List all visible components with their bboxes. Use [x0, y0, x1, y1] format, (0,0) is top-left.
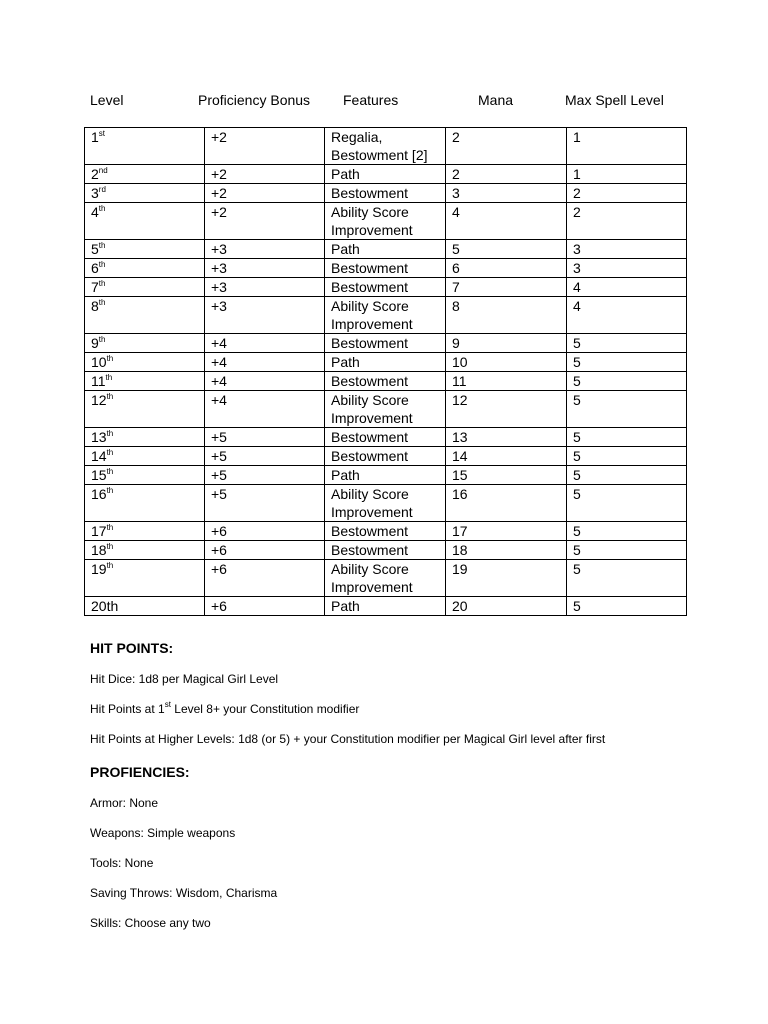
level-number: 20th [91, 598, 119, 614]
mana-cell [446, 297, 567, 334]
mana-value: 13 [452, 429, 468, 445]
proficiency-bonus-value: +6 [211, 561, 227, 577]
level-number: 15 [91, 467, 107, 483]
feature-line: Bestowment [331, 523, 409, 539]
tools-line: Tools: None [90, 856, 154, 870]
feature-line: Path [331, 166, 360, 182]
feature-line: Bestowment [331, 373, 409, 389]
max-spell-level-cell [567, 560, 687, 597]
proficiency-bonus-value: +4 [211, 354, 227, 370]
features-cell [325, 560, 446, 597]
mana-value: 7 [452, 279, 460, 295]
mana-cell [446, 128, 567, 165]
proficiency-bonus-cell [205, 447, 325, 466]
max-spell-level-value: 2 [573, 185, 581, 201]
level-ordinal-suffix: rd [98, 185, 106, 194]
proficiency-bonus-cell [205, 428, 325, 447]
level-cell [85, 297, 205, 334]
hit-points-first-level-suffix: Level 8+ your Constitution modifier [170, 702, 360, 716]
level-number: 17 [91, 523, 107, 539]
max-spell-level-value: 1 [573, 166, 581, 182]
mana-value: 18 [452, 542, 468, 558]
features-cell [325, 597, 446, 616]
features-cell [325, 372, 446, 391]
table-row [85, 240, 687, 259]
table-row [85, 128, 687, 165]
mana-cell [446, 447, 567, 466]
table-row [85, 522, 687, 541]
mana-value: 12 [452, 392, 468, 408]
level-ordinal-suffix: th [106, 392, 114, 401]
max-spell-level-value: 2 [573, 204, 581, 220]
proficiencies-section [90, 764, 190, 780]
feature-line: Path [331, 598, 360, 614]
features-cell [325, 541, 446, 560]
max-spell-level-cell [567, 391, 687, 428]
proficiency-bonus-cell [205, 297, 325, 334]
level-cell [85, 391, 205, 428]
table-row [85, 560, 687, 597]
features-cell [325, 278, 446, 297]
level-number: 6 [91, 260, 99, 276]
mana-cell [446, 372, 567, 391]
max-spell-level-cell [567, 597, 687, 616]
max-spell-level-value: 5 [573, 429, 581, 445]
mana-cell [446, 428, 567, 447]
proficiency-bonus-value: +5 [211, 448, 227, 464]
mana-value: 11 [452, 373, 467, 389]
table-row [85, 278, 687, 297]
proficiency-bonus-cell [205, 466, 325, 485]
features-cell [325, 203, 446, 240]
feature-line: Ability Score [331, 486, 409, 502]
mana-value: 16 [452, 486, 468, 502]
level-number: 19 [91, 561, 107, 577]
max-spell-level-cell [567, 466, 687, 485]
mana-cell [446, 541, 567, 560]
table-row [85, 447, 687, 466]
feature-line: Bestowment [331, 542, 409, 558]
proficiency-bonus-cell [205, 165, 325, 184]
mana-cell [446, 184, 567, 203]
level-cell [85, 428, 205, 447]
mana-value: 2 [452, 129, 460, 145]
max-spell-level-value: 5 [573, 523, 581, 539]
mana-cell [446, 522, 567, 541]
header-level: Level [90, 92, 124, 108]
max-spell-level-cell [567, 278, 687, 297]
feature-line: Ability Score [331, 298, 409, 314]
mana-value: 6 [452, 260, 460, 276]
proficiencies-title: PROFIENCIES: [90, 764, 190, 780]
max-spell-level-cell [567, 353, 687, 372]
level-cell [85, 165, 205, 184]
mana-value: 2 [452, 166, 460, 182]
max-spell-level-value: 5 [573, 467, 581, 483]
table-row [85, 334, 687, 353]
level-cell [85, 447, 205, 466]
level-number: 5 [91, 241, 99, 257]
level-ordinal-suffix: th [106, 429, 114, 438]
mana-cell [446, 203, 567, 240]
level-ordinal-suffix: th [106, 467, 114, 476]
max-spell-level-cell [567, 541, 687, 560]
table-row [85, 391, 687, 428]
max-spell-level-value: 5 [573, 486, 581, 502]
max-spell-level-value: 3 [573, 241, 581, 257]
level-number: 9 [91, 335, 99, 351]
armor-line: Armor: None [90, 796, 159, 810]
level-ordinal-suffix: nd [98, 166, 108, 175]
mana-value: 3 [452, 185, 460, 201]
level-cell [85, 522, 205, 541]
features-cell [325, 485, 446, 522]
feature-line: Bestowment [331, 429, 409, 445]
feature-line: Improvement [331, 316, 413, 332]
hit-points-first-level-line [90, 702, 359, 716]
feature-line: Regalia, [331, 129, 383, 145]
level-cell [85, 278, 205, 297]
proficiency-bonus-value: +4 [211, 335, 227, 351]
level-cell [85, 372, 205, 391]
level-cell [85, 485, 205, 522]
level-table [84, 127, 687, 616]
max-spell-level-value: 4 [573, 279, 581, 295]
table-row [85, 372, 687, 391]
level-ordinal-suffix: th [106, 354, 114, 363]
feature-line: Bestowment [331, 260, 409, 276]
level-cell [85, 597, 205, 616]
max-spell-level-cell [567, 522, 687, 541]
max-spell-level-value: 5 [573, 542, 581, 558]
max-spell-level-cell [567, 428, 687, 447]
mana-cell [446, 466, 567, 485]
features-cell [325, 428, 446, 447]
mana-cell [446, 278, 567, 297]
hit-points-higher-levels-line: Hit Points at Higher Levels: 1d8 (or 5) + your Constitution modifier per Magical Girl level after first [90, 732, 606, 746]
max-spell-level-value: 5 [573, 335, 581, 351]
level-number: 1 [91, 129, 99, 145]
proficiency-bonus-value: +6 [211, 598, 227, 614]
level-cell [85, 560, 205, 597]
features-cell [325, 466, 446, 485]
feature-line: Bestowment [331, 185, 409, 201]
proficiency-bonus-value: +6 [211, 523, 227, 539]
level-cell [85, 259, 205, 278]
features-cell [325, 165, 446, 184]
weapons-line: Weapons: Simple weapons [90, 826, 236, 840]
max-spell-level-value: 4 [573, 298, 581, 314]
max-spell-level-value: 5 [573, 598, 581, 614]
mana-value: 10 [452, 354, 468, 370]
level-cell [85, 240, 205, 259]
proficiency-bonus-cell [205, 597, 325, 616]
proficiency-bonus-cell [205, 522, 325, 541]
level-cell [85, 541, 205, 560]
proficiency-bonus-value: +2 [211, 129, 227, 145]
level-cell [85, 466, 205, 485]
proficiency-bonus-value: +5 [211, 467, 227, 483]
level-number: 13 [91, 429, 107, 445]
hit-points-first-level-prefix: Hit Points at 1 [90, 702, 165, 716]
hit-points-title: HIT POINTS: [90, 640, 174, 656]
proficiency-bonus-cell [205, 560, 325, 597]
proficiency-bonus-value: +2 [211, 185, 227, 201]
level-cell [85, 203, 205, 240]
proficiency-bonus-cell [205, 353, 325, 372]
header-proficiency-bonus: Proficiency Bonus [198, 92, 311, 108]
level-ordinal-suffix: th [98, 260, 106, 269]
table-row [85, 485, 687, 522]
feature-line: Bestowment [331, 335, 409, 351]
mana-value: 14 [452, 448, 468, 464]
level-ordinal-suffix: th [106, 542, 114, 551]
table-row [85, 297, 687, 334]
table-header-row [90, 92, 690, 112]
max-spell-level-value: 5 [573, 448, 581, 464]
mana-value: 9 [452, 335, 460, 351]
table-row [85, 184, 687, 203]
max-spell-level-cell [567, 240, 687, 259]
features-cell [325, 128, 446, 165]
table-row [85, 259, 687, 278]
max-spell-level-value: 5 [573, 561, 581, 577]
max-spell-level-value: 1 [573, 129, 581, 145]
mana-cell [446, 353, 567, 372]
level-cell [85, 353, 205, 372]
features-cell [325, 259, 446, 278]
proficiency-bonus-cell [205, 240, 325, 259]
level-ordinal-suffix: th [106, 486, 114, 495]
level-ordinal-suffix: th [98, 298, 106, 307]
feature-line: Bestowment [331, 279, 409, 295]
feature-line: Ability Score [331, 204, 409, 220]
max-spell-level-cell [567, 259, 687, 278]
feature-line: Bestowment [2] [331, 147, 428, 163]
max-spell-level-cell [567, 297, 687, 334]
header-max-spell-level: Max Spell Level [565, 92, 664, 108]
mana-value: 8 [452, 298, 460, 314]
mana-cell [446, 485, 567, 522]
mana-value: 5 [452, 241, 460, 257]
proficiency-bonus-value: +3 [211, 298, 227, 314]
max-spell-level-cell [567, 184, 687, 203]
proficiency-bonus-cell [205, 391, 325, 428]
max-spell-level-cell [567, 128, 687, 165]
proficiency-bonus-cell [205, 278, 325, 297]
mana-cell [446, 259, 567, 278]
mana-cell [446, 597, 567, 616]
level-ordinal-suffix: th [106, 448, 114, 457]
proficiency-bonus-cell [205, 259, 325, 278]
level-cell [85, 128, 205, 165]
features-cell [325, 334, 446, 353]
mana-value: 4 [452, 204, 460, 220]
level-ordinal-suffix: th [98, 241, 106, 250]
mana-value: 15 [452, 467, 468, 483]
proficiency-bonus-value: +2 [211, 166, 227, 182]
max-spell-level-cell [567, 485, 687, 522]
table-row [85, 203, 687, 240]
proficiency-bonus-value: +6 [211, 542, 227, 558]
max-spell-level-cell [567, 372, 687, 391]
mana-cell [446, 391, 567, 428]
proficiency-bonus-cell [205, 372, 325, 391]
max-spell-level-value: 5 [573, 373, 581, 389]
proficiency-bonus-value: +2 [211, 204, 227, 220]
proficiency-bonus-cell [205, 334, 325, 353]
features-cell [325, 522, 446, 541]
level-ordinal-suffix: th [98, 279, 106, 288]
features-cell [325, 353, 446, 372]
max-spell-level-cell [567, 447, 687, 466]
mana-value: 19 [452, 561, 468, 577]
proficiency-bonus-cell [205, 541, 325, 560]
mana-cell [446, 560, 567, 597]
proficiency-bonus-value: +5 [211, 486, 227, 502]
hit-points-section [90, 640, 173, 656]
level-number: 8 [91, 298, 99, 314]
header-features: Features [343, 92, 399, 108]
level-number: 7 [91, 279, 99, 295]
level-number: 16 [91, 486, 107, 502]
level-ordinal-suffix: th [98, 204, 106, 213]
level-number: 10 [91, 354, 107, 370]
mana-value: 20 [452, 598, 468, 614]
max-spell-level-cell [567, 334, 687, 353]
features-cell [325, 447, 446, 466]
level-number: 3 [91, 185, 99, 201]
proficiency-bonus-value: +4 [211, 373, 227, 389]
feature-line: Path [331, 467, 360, 483]
feature-line: Bestowment [331, 448, 409, 464]
level-ordinal-suffix: st [98, 129, 106, 138]
features-cell [325, 297, 446, 334]
feature-line: Path [331, 354, 360, 370]
level-number: 2 [91, 166, 99, 182]
level-ordinal-suffix: th [98, 335, 106, 344]
mana-cell [446, 334, 567, 353]
proficiency-bonus-cell [205, 203, 325, 240]
features-cell [325, 184, 446, 203]
max-spell-level-value: 5 [573, 392, 581, 408]
level-ordinal-suffix: th [106, 523, 114, 532]
level-table-body [85, 128, 687, 616]
header-mana: Mana [478, 92, 514, 108]
proficiency-bonus-value: +3 [211, 279, 227, 295]
max-spell-level-value: 5 [573, 354, 581, 370]
proficiency-bonus-cell [205, 128, 325, 165]
level-cell [85, 334, 205, 353]
table-row [85, 428, 687, 447]
level-number: 18 [91, 542, 107, 558]
features-cell [325, 391, 446, 428]
level-number: 14 [91, 448, 107, 464]
saving-throws-line: Saving Throws: Wisdom, Charisma [90, 886, 278, 900]
level-number: 11 [91, 373, 106, 389]
feature-line: Ability Score [331, 561, 409, 577]
proficiency-bonus-value: +3 [211, 241, 227, 257]
max-spell-level-cell [567, 203, 687, 240]
feature-line: Improvement [331, 504, 413, 520]
proficiency-bonus-cell [205, 485, 325, 522]
proficiency-bonus-value: +5 [211, 429, 227, 445]
feature-line: Path [331, 241, 360, 257]
max-spell-level-cell [567, 165, 687, 184]
table-row [85, 353, 687, 372]
hit-dice-line: Hit Dice: 1d8 per Magical Girl Level [90, 672, 279, 686]
mana-cell [446, 240, 567, 259]
max-spell-level-value: 3 [573, 260, 581, 276]
level-number: 4 [91, 204, 99, 220]
table-row [85, 466, 687, 485]
mana-cell [446, 165, 567, 184]
hit-points-first-level-sup: st [164, 700, 171, 709]
proficiency-bonus-value: +3 [211, 260, 227, 276]
table-row [85, 541, 687, 560]
feature-line: Ability Score [331, 392, 409, 408]
proficiency-bonus-value: +4 [211, 392, 227, 408]
mana-value: 17 [452, 523, 468, 539]
feature-line: Improvement [331, 222, 413, 238]
features-cell [325, 240, 446, 259]
skills-line: Skills: Choose any two [90, 916, 211, 930]
level-number: 12 [91, 392, 107, 408]
level-ordinal-suffix: th [106, 561, 114, 570]
table-row [85, 597, 687, 616]
proficiency-bonus-cell [205, 184, 325, 203]
level-cell [85, 184, 205, 203]
table-row [85, 165, 687, 184]
feature-line: Improvement [331, 410, 413, 426]
level-ordinal-suffix: th [105, 373, 113, 382]
feature-line: Improvement [331, 579, 413, 595]
